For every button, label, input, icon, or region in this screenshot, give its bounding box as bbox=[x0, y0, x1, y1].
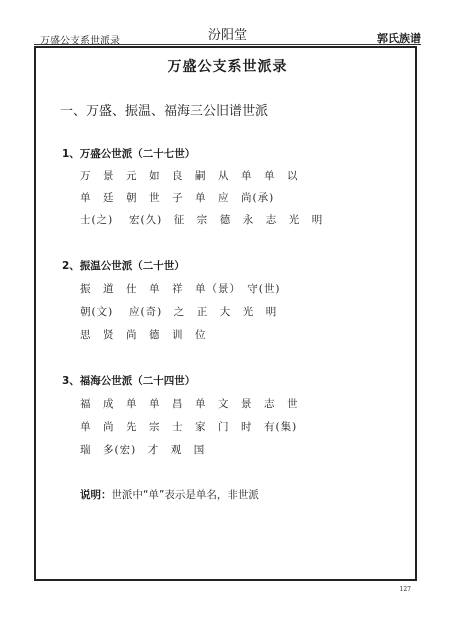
generation-row: 单 廷 朝 世 子 单 应 尚(承) bbox=[80, 192, 275, 204]
note-text: 世派中“单”表示是单名，非世派 bbox=[111, 489, 259, 501]
generation-row: 万 景 元 如 良 嗣 从 单 单 以 bbox=[80, 170, 299, 182]
header-right-title: 郭氏族谱 bbox=[377, 32, 421, 45]
page-number: 127 bbox=[399, 586, 411, 593]
group-heading-fuhai: 3、福海公世派（二十四世） bbox=[62, 375, 196, 387]
generation-row: 思 贤 尚 德 训 位 bbox=[80, 329, 207, 341]
generation-row: 振 道 仕 单 祥 单（景） 守(世) bbox=[80, 283, 281, 295]
page-title: 万盛公支系世派录 bbox=[167, 59, 288, 75]
generation-row: 士(之) 宏(久) 征 宗 德 永 志 光 明 bbox=[80, 214, 324, 226]
header-center-title: 汾阳堂 bbox=[207, 28, 247, 43]
section-heading: 一、万盛、振温、福海三公旧谱世派 bbox=[60, 104, 269, 119]
header-rule bbox=[34, 44, 421, 45]
note-label: 说明： bbox=[80, 489, 112, 501]
generation-row: 瑞 多(宏) 才 观 国 bbox=[80, 444, 206, 456]
generation-row: 单 尚 先 宗 士 家 门 时 有(集) bbox=[80, 421, 298, 433]
group-heading-zhenwen: 2、振温公世派（二十世） bbox=[62, 260, 185, 272]
group-heading-wansheng: 1、万盛公世派（二十七世） bbox=[62, 148, 196, 160]
generation-row: 福 成 单 单 昌 单 文 景 志 世 bbox=[80, 398, 299, 410]
generation-row: 朝(文) 应(奇) 之 正 大 光 明 bbox=[80, 306, 278, 318]
header-left-title: 万盛公支系世派录 bbox=[40, 36, 120, 47]
explanation-note bbox=[80, 487, 259, 502]
